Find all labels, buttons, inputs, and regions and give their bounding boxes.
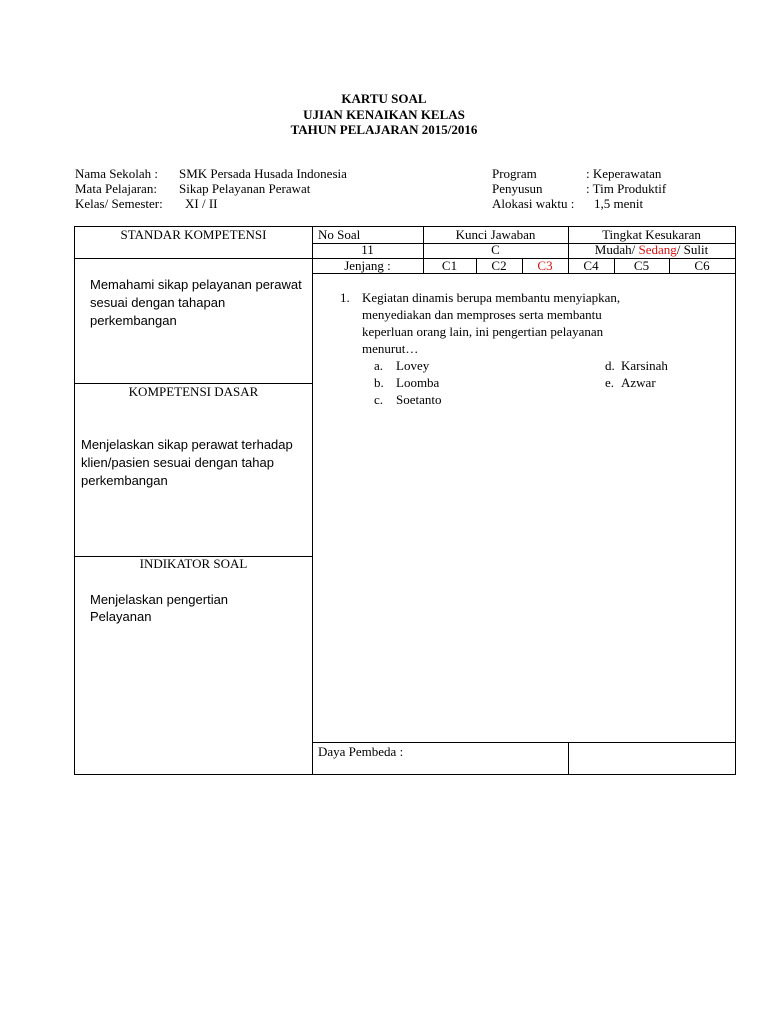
daya-col-rule xyxy=(568,742,569,775)
table-border-bottom xyxy=(74,774,736,775)
kunci-label: Kunci Jawaban xyxy=(455,227,536,242)
subject-value: Sikap Pelayanan Perawat xyxy=(179,181,311,196)
tingkat-label: Tingkat Kesukaran xyxy=(602,227,701,242)
table-divider xyxy=(312,226,313,775)
level-c1: C1 xyxy=(441,258,458,273)
option-a-letter: a. xyxy=(374,358,384,373)
author-label: Penyusun xyxy=(492,181,543,196)
level-c5: C5 xyxy=(633,258,650,273)
kd-header: KOMPETENSI DASAR xyxy=(128,384,259,399)
table-border-right xyxy=(735,226,736,775)
school-label: Nama Sekolah : xyxy=(75,166,159,181)
level-c3: C3 xyxy=(537,258,553,273)
indicator-line1: Menjelaskan pengertian xyxy=(90,592,229,607)
jenjang-row-rule xyxy=(312,273,736,274)
tingkat-mudah: Mudah/ xyxy=(594,242,636,257)
option-d-letter: d. xyxy=(605,358,615,373)
table-border-left xyxy=(74,226,75,775)
no-soal-label: No Soal xyxy=(318,227,361,242)
daya-row-rule xyxy=(312,742,736,743)
option-c-letter: c. xyxy=(374,392,384,407)
indicator-line2: Pelayanan xyxy=(90,609,152,624)
class-label: Kelas/ Semester: xyxy=(75,196,163,211)
tingkat-value xyxy=(568,243,735,257)
question-line2: menyediakan dan memproses serta membantu xyxy=(362,307,602,322)
option-e-letter: e. xyxy=(605,375,615,390)
time-label: Alokasi waktu : xyxy=(492,196,575,211)
jenjang-label: Jenjang : xyxy=(344,258,391,273)
author-value: : Tim Produktif xyxy=(586,181,667,196)
level-c2: C2 xyxy=(491,258,507,273)
question-line4: menurut… xyxy=(362,341,419,356)
school-value: SMK Persada Husada Indonesia xyxy=(179,166,347,181)
sk-header: STANDAR KOMPETENSI xyxy=(120,227,267,242)
option-b-text: Loomba xyxy=(396,375,440,390)
level-c6: C6 xyxy=(694,258,710,273)
question-number: 1. xyxy=(340,290,350,305)
sk-text: Memahami sikap pelayanan perawat sesuai dengan tahapan perkembangan xyxy=(90,277,302,328)
tingkat-sulit: / Sulit xyxy=(676,242,709,257)
option-c-text: Soetanto xyxy=(396,392,442,407)
option-d-text: Karsinah xyxy=(621,358,668,373)
indicator-header: INDIKATOR SOAL xyxy=(139,556,248,571)
option-e-text: Azwar xyxy=(621,375,656,390)
exam-title: UJIAN KENAIKAN KELAS xyxy=(303,107,465,122)
program-label: Program xyxy=(492,166,537,181)
year-title: TAHUN PELAJARAN 2015/2016 xyxy=(290,122,478,137)
no-soal-value: 11 xyxy=(361,242,374,257)
time-value: 1,5 menit xyxy=(594,196,644,211)
option-a-text: Lovey xyxy=(396,358,430,373)
daya-pembeda-label: Daya Pembeda : xyxy=(318,744,404,759)
level-c4: C4 xyxy=(583,258,599,273)
kd-text: Menjelaskan sikap perawat terhadap klien/pasien sesuai dengan tahap perkembangan xyxy=(81,437,293,488)
subject-label: Mata Pelajaran: xyxy=(75,181,157,196)
sk-header-rule xyxy=(74,258,313,259)
program-value: : Keperawatan xyxy=(586,166,662,181)
question-line3: keperluan orang lain, ini pengertian pelayanan xyxy=(362,324,604,339)
kunci-value: C xyxy=(491,242,500,257)
question-line1: Kegiatan dinamis berupa membantu menyiapkan, xyxy=(362,290,621,305)
class-value: XI / II xyxy=(185,196,218,211)
option-b-letter: b. xyxy=(374,375,384,390)
tingkat-sedang: Sedang xyxy=(638,242,677,257)
card-title: KARTU SOAL xyxy=(341,91,427,106)
